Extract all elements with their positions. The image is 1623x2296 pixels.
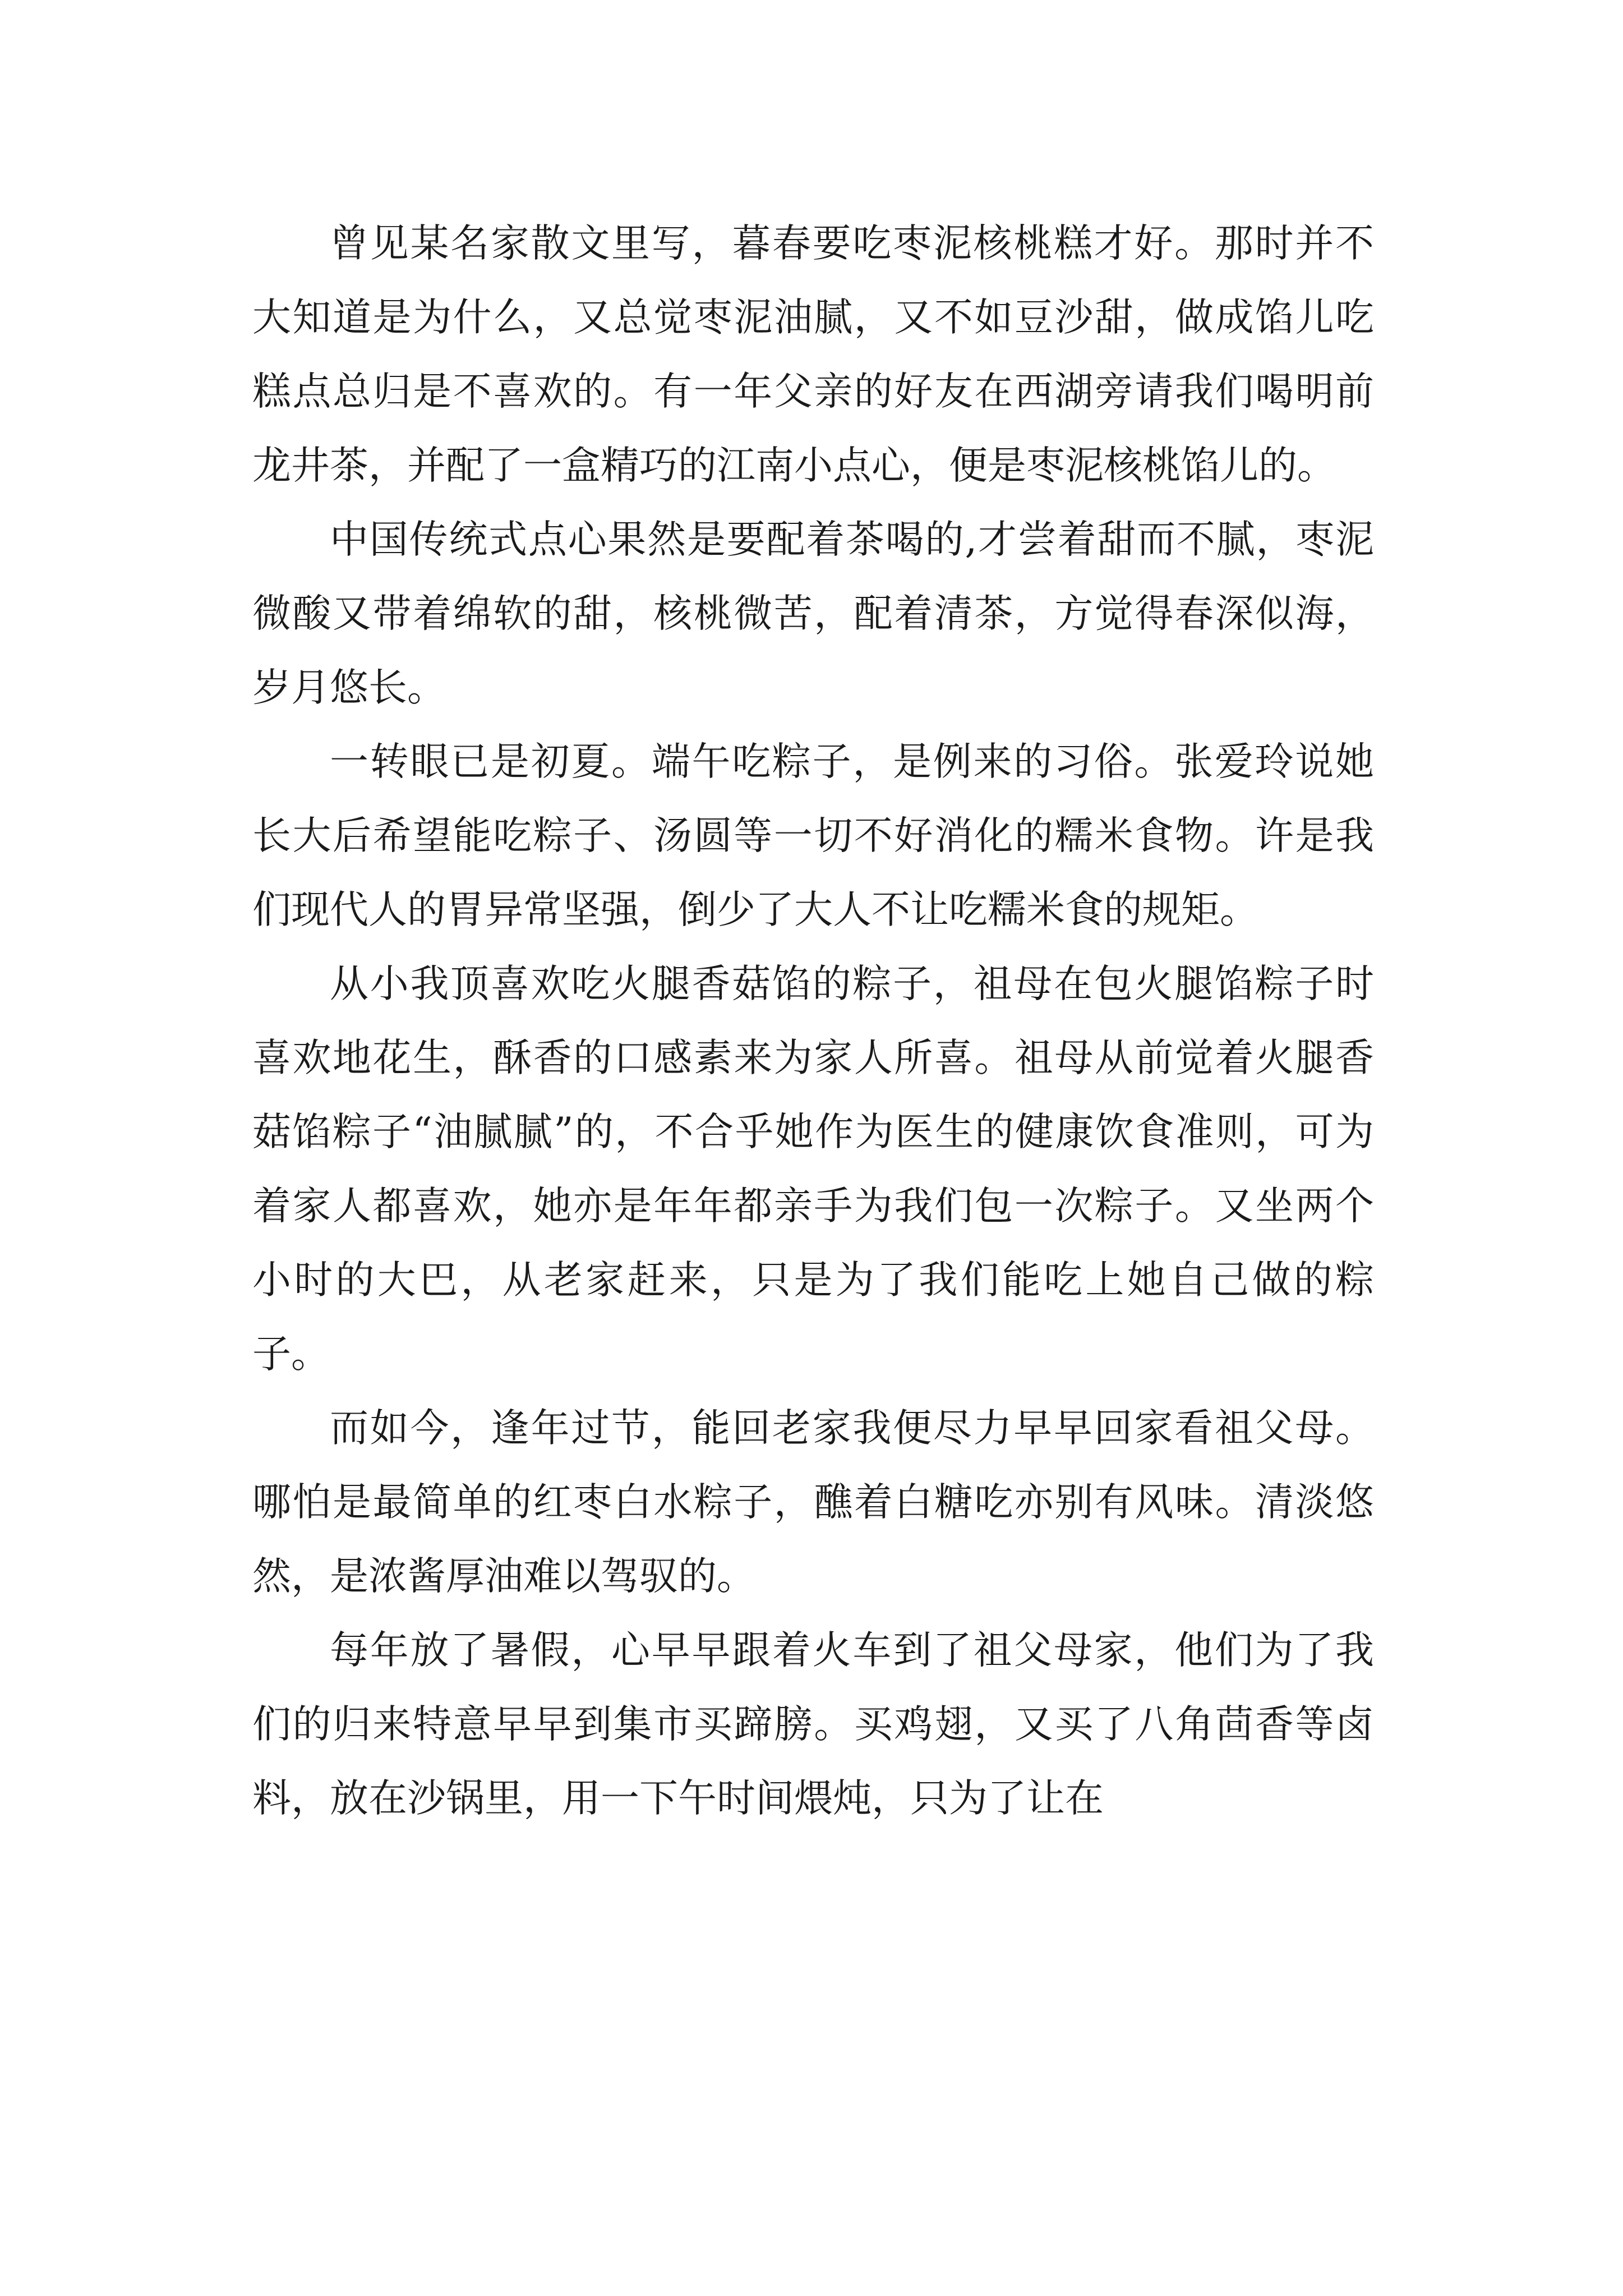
essay-body	[252, 206, 1374, 1835]
paragraph-4: 从小我顶喜欢吃火腿香菇馅的粽子，祖母在包火腿馅粽子时喜欢地花生，酥香的口感素来为家人所喜。祖母从前觉着火腿香菇馅粽子“油腻腻”的，不合乎她作为医生的健康饮食准则，可为着家人都喜欢，她亦是年年都亲手为我们包一次粽子。又坐两个小时的大巴，从老家赶来，只是为了我们能吃上她自己做的粽子。	[252, 961, 1374, 1377]
paragraph-1: 曾见某名家散文里写，暮春要吃枣泥核桃糕才好。那时并不大知道是为什么，又总觉枣泥油腻，又不如豆沙甜，做成馅儿吃糕点总归是不喜欢的。有一年父亲的好友在西湖旁请我们喝明前龙井茶，并配了一盒精巧的江南小点心，便是枣泥核桃馅儿的。	[252, 221, 1374, 488]
paragraph-2: 中国传统式点心果然是要配着茶喝的,才尝着甜而不腻，枣泥微酸又带着绵软的甜，核桃微苦，配着清茶，方觉得春深似海，岁月悠长。	[252, 517, 1374, 710]
paragraph-6: 每年放了暑假，心早早跟着火车到了祖父母家，他们为了我们的归来特意早早到集市买蹄膀。买鸡翅，又买了八角茴香等卤料，放在沙锅里，用一下午时间煨炖，只为了让在	[252, 1628, 1374, 1821]
paragraph-3: 一转眼已是初夏。端午吃粽子，是例来的习俗。张爱玲说她长大后希望能吃粽子、汤圆等一切不好消化的糯米食物。许是我们现代人的胃异常坚强，倒少了大人不让吃糯米食的规矩。	[252, 739, 1374, 932]
paragraph-5: 而如今，逢年过节，能回老家我便尽力早早回家看祖父母。哪怕是最简单的红枣白水粽子，醮着白糖吃亦别有风味。清淡悠然，是浓酱厚油难以驾驭的。	[252, 1406, 1374, 1599]
